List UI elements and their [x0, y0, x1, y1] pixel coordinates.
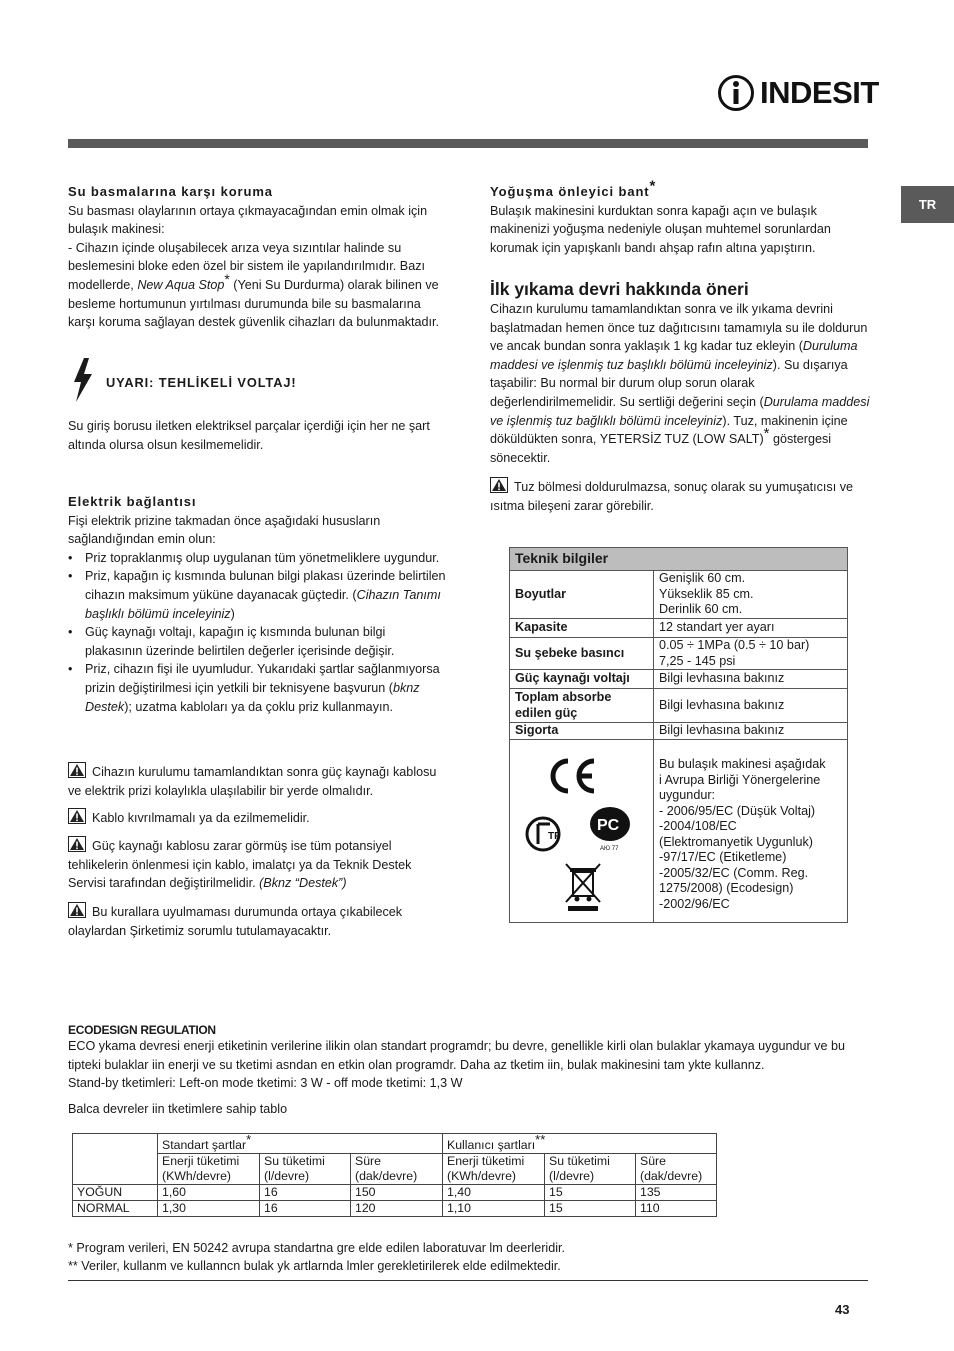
- warning-note-1: Cihazın kurulumu tamamlandıktan sonra güç kaynağı kablosu ve elektrik prizi kolaylıkla ulaşılabilir bir yerde olmalıdır.: [68, 762, 438, 800]
- table-cell: 1,10: [443, 1201, 545, 1217]
- svg-text:AЮ 77: AЮ 77: [600, 846, 619, 852]
- tech-key: Kapasite: [510, 619, 654, 638]
- warning-note-3: Güç kaynağı kablosu zarar görmüş ise tüm potansiyel tehlikelerin önlenmesi için kablo, imalatçı ya da Teknik Destek Servisi tarafından değiştirilmelidir. (Bknz “Destek”): [68, 836, 428, 893]
- table-cell: 16: [260, 1185, 351, 1201]
- tech-key: Sigorta: [510, 723, 654, 740]
- warning-note-4: Bu kurallara uyulmaması durumunda ortaya çıkabilecek olaylardan Şirketimiz sorumlu tutulamayacaktır.: [68, 902, 428, 940]
- eu-directives-text: Bu bulaşık makinesi aşağıdak i Avrupa Birliği Yönergelerine uygundur: - 2006/95/EC (Düşük Voltaj) -2004/108/EC (Elektromanyetik Uygunluk) -97/17/EC (Etiketleme) -2005/32/EC (Comm. Reg. 1275/2008) (Ecodesign) -2002/96/EC: [654, 740, 848, 923]
- footer-divider: [68, 1280, 868, 1281]
- brand-logo: [716, 72, 879, 114]
- brand-name: INDESIT: [760, 75, 879, 110]
- svg-text:PC: PC: [597, 817, 620, 834]
- svg-text:TP: TP: [548, 831, 561, 842]
- tech-value: Bilgi levhasına bakınız: [654, 689, 848, 723]
- tech-value: 0.05 ÷ 1MPa (0.5 ÷ 10 bar) 7,25 - 145 psi: [654, 638, 848, 670]
- pct-certification-icon: [588, 804, 636, 852]
- column-header: Süre (dak/devre): [351, 1154, 443, 1185]
- tech-key: Su şebeke basıncı: [510, 638, 654, 670]
- electric-intro: Fişi elektrik prizine takmadan önce aşağıdaki hususların sağlandığından emin olun:: [68, 513, 381, 547]
- ecodesign-title: ECODESIGN REGULATION: [68, 1023, 216, 1037]
- anticond-text: Bulaşık makinesini kurduktan sonra kapağı açın ve bulaşık makinenizi yoğuşma nedeniyle oluşan muhtemel sorunlardan korumak için yapışkanlı bandı ahşap rafın altına yapıştırın.: [490, 203, 831, 255]
- warning-note-2: Kablo kıvrılmamalı ya da ezilmemelidir.: [68, 808, 446, 828]
- danger-text: Su giriş borusu iletken elektriksel parçalar içerdiği için her ne şart altında olursa olsun kesilmemelidir.: [68, 419, 430, 452]
- technical-data-table: [509, 547, 848, 923]
- tech-key: Boyutlar: [510, 571, 654, 619]
- table-cell: 120: [351, 1201, 443, 1217]
- warning-triangle-icon: [68, 902, 86, 918]
- tech-value: Bilgi levhasına bakınız: [654, 670, 848, 689]
- ecodesign-description: ECO ykama devresi enerji etiketinin verilerine ilikin olan standart programdr; bu devre, genellikle kirli olan bulaklar ykamaya uygundur ve bu tipteki bulaklar iin enerji ve su tketimi asndan en etkin olan programdr. Daha az tketim iin, bulak makinesini tam ykte kullannz.: [68, 1039, 845, 1072]
- warning-triangle-icon: [68, 762, 86, 778]
- column-header: Enerji tüketimi (KWh/devre): [443, 1154, 545, 1185]
- table-cell: 15: [545, 1201, 636, 1217]
- warning-triangle-icon: [68, 808, 86, 824]
- column-header: Süre (dak/devre): [636, 1154, 717, 1185]
- consumption-table: [72, 1133, 717, 1217]
- danger-title: UYARI: TEHLİKELİ VOLTAJ!: [106, 375, 297, 390]
- weee-bin-icon: [564, 862, 604, 914]
- warning-triangle-icon: [68, 836, 86, 852]
- table-cell: 15: [545, 1185, 636, 1201]
- list-item: • Güç kaynağı voltajı, kapağın iç kısmında bulunan bilgi plakasının üzerinde belirtilen değerler içerisinde değişir.: [68, 623, 446, 660]
- certification-logos: [510, 740, 654, 923]
- flood-description: - Cihazın içinde oluşabilecek arıza veya sızıntılar halinde su beslemesini bloke eden özel bir sistem ile yapılandırılmıdır. Bazı modellerde, New Aqua Stop* (Yeni Su Durdurma) olarak bilinen ve besleme hortumunun yırtılması durumunda bile su basmalarına karşı koruma sağlayan destek güvenlik cihazları da bulunmaktadır.: [68, 240, 440, 330]
- lightning-bolt-icon: [72, 358, 94, 402]
- standby-consumption: Stand-by tketimleri: Left-on mode tketimi: 3 W - off mode tketimi: 1,3 W: [68, 1076, 463, 1091]
- tech-value: Bilgi levhasına bakınız: [654, 723, 848, 740]
- column-header: Su tüketimi (l/devre): [260, 1154, 351, 1185]
- gost-certification-icon: [524, 814, 568, 854]
- table-cell: 135: [636, 1185, 717, 1201]
- language-tab: TR: [901, 186, 954, 223]
- table-cell: 1,40: [443, 1185, 545, 1201]
- footnote-2: ** Veriler, kullanm ve kullanncn bulak yk artlarnda lmler gerekletirilerek elde edilmektedir.: [68, 1259, 561, 1273]
- table-row: [73, 1201, 717, 1217]
- tech-value: 12 standart yer ayarı: [654, 619, 848, 638]
- column-header: Enerji tüketimi (KWh/devre): [158, 1154, 260, 1185]
- table-cell: 16: [260, 1201, 351, 1217]
- first-wash-title: İlk yıkama devri hakkında öneri: [490, 279, 749, 299]
- user-conditions-header: Kullanıcı şartları**: [443, 1134, 717, 1154]
- first-wash-text: Cihazın kurulumu tamamlandıktan sonra ve ilk yıkama devrini başlatmadan hemen önce tuz dağıtıcısını tamamıyla su ile doldurun ve ancak bundan sonra yaklaşık 1 kg kadar tuz ekleyin (Duruluma maddesi ve işlenmiş tuz başlıklı bölümü inceleyiniz). Su dışarıya taşabilir: Bu normal bir durum olup sorun olarak değerlendirilmemelidir. Su sertliği değerini seçin (Durulama maddesi ve işlenmiş tuz bağlıklı bölümü inceleyiniz). Tuz, makinenin içine döküldükten sonra, YETERSİZ TUZ (LOW SALT)* göstergesi sönecektir.: [490, 302, 870, 465]
- consumption-table-caption: Balca devreler iin tketimlere sahip tablo: [68, 1101, 288, 1116]
- tech-key: Toplam absorbe edilen güç: [510, 689, 654, 723]
- first-wash-section: [490, 278, 882, 467]
- anticond-title: Yoğuşma önleyici bant*: [490, 177, 657, 199]
- flood-title: Su basmalarına karşı koruma: [68, 184, 273, 199]
- list-item: • Priz, cihazın fişi ile uyumludur. Yukarıdaki şartlar sağlanmıyorsa prizin değiştirilmesi için yetkili bir teknisyene başvurun (bknz Destek); uzatma kabloları ya da çoklu priz kullanmayın.: [68, 660, 446, 716]
- table-cell: 110: [636, 1201, 717, 1217]
- salt-warning: Tuz bölmesi doldurulmazsa, sonuç olarak su yumuşatıcısı ve ısıtma bileşeni zarar görebilir.: [490, 477, 878, 515]
- table-corner: [73, 1154, 158, 1185]
- standard-conditions-header: Standart şartlar*: [158, 1134, 443, 1154]
- electrical-connection-section: [68, 493, 446, 716]
- tech-key: Güç kaynağı voltajı: [510, 670, 654, 689]
- ecodesign-body: [68, 1037, 878, 1118]
- tech-table-title: Teknik bilgiler: [510, 548, 848, 571]
- table-row: [73, 1185, 717, 1201]
- table-corner: [73, 1134, 158, 1154]
- table-cell: 150: [351, 1185, 443, 1201]
- tech-value: Genişlik 60 cm. Yükseklik 85 cm. Derinlik 60 cm.: [654, 571, 848, 619]
- footnote-1: * Program verileri, EN 50242 avrupa standartna gre elde edilen laboratuvar lm deerleridir.: [68, 1241, 566, 1255]
- indesit-logo-icon: [716, 73, 756, 113]
- table-cell: 1,60: [158, 1185, 260, 1201]
- anti-condensation-section: [490, 177, 875, 257]
- electric-title: Elektrik bağlantısı: [68, 494, 197, 509]
- flood-intro: Su basması olaylarının ortaya çıkmayacağından emin olmak için bulaşık makinesi:: [68, 203, 428, 237]
- table-cell: 1,30: [158, 1201, 260, 1217]
- column-header: Su tüketimi (l/devre): [545, 1154, 636, 1185]
- warning-triangle-icon: [490, 477, 508, 493]
- top-divider-bar: [68, 139, 868, 148]
- row-label: YOĞUN: [73, 1185, 158, 1201]
- flood-protection-section: [68, 183, 446, 332]
- list-item: • Priz topraklanmış olup uygulanan tüm yönetmeliklere uygundur.: [68, 549, 446, 568]
- page-number: 43: [835, 1302, 850, 1317]
- electric-checklist: [68, 549, 446, 716]
- row-label: NORMAL: [73, 1201, 158, 1217]
- ce-mark-icon: [546, 756, 598, 796]
- list-item: • Priz, kapağın iç kısmında bulunan bilgi plakası üzerinde belirtilen cihazın maksimum yüküne dayanacak güçtedir. (Cihazın Tanımı başlıklı bölümü inceleyiniz): [68, 567, 446, 623]
